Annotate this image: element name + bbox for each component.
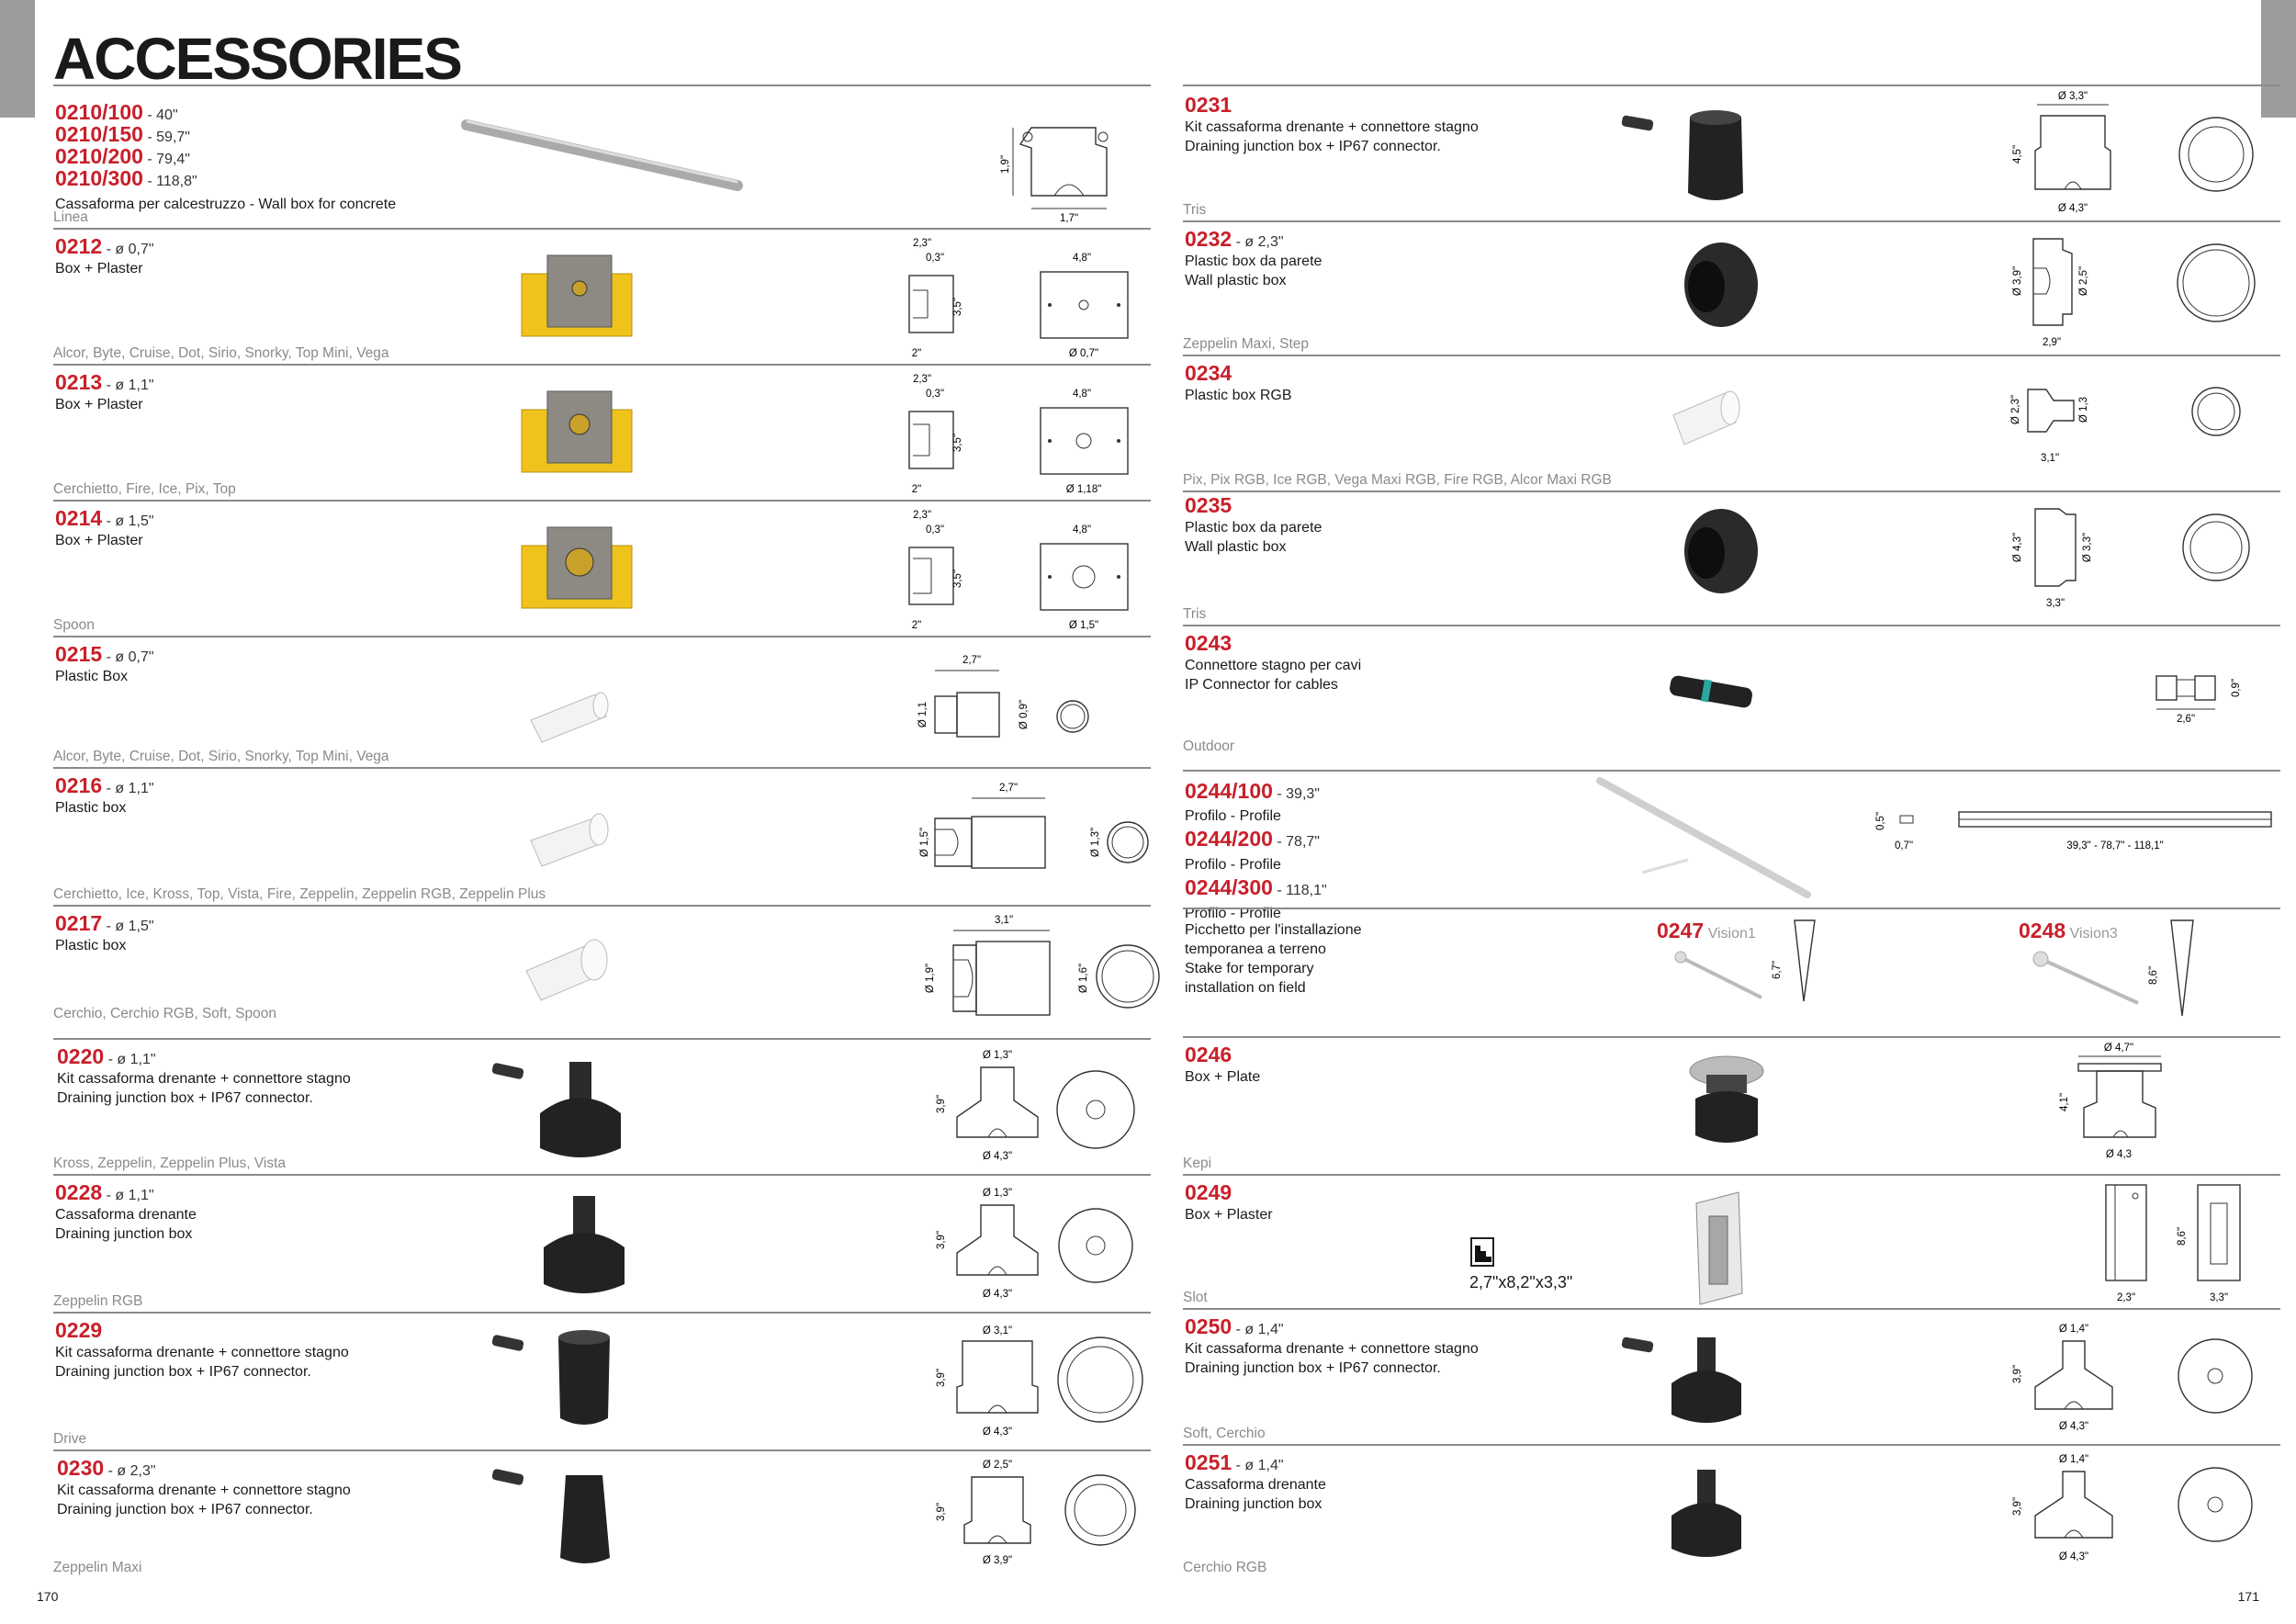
product-0251: 0251 - ø 1,4" Cassaforma drenante Draining junction box Cerchio RGB Ø 1,4" 3,9" Ø 4,3" [1183, 1444, 2280, 1578]
svg-text:Ø 1,3": Ø 1,3" [1090, 827, 1101, 858]
drain-drawing [880, 1040, 1155, 1173]
stake-photo [1670, 942, 1771, 1007]
svg-text:6,7": 6,7" [1772, 960, 1783, 980]
svg-text:Ø 4,3": Ø 4,3" [982, 1151, 1013, 1162]
product-0220: 0220 - ø 1,1" Kit cassaforma drenante + connettore stagno Draining junction box + IP67 connector. Kross, Zeppelin, Zeppelin Plus, Vista Ø 1,3" 3,9" Ø 4,3" [53, 1038, 1151, 1174]
product-description: Plastic box da parete [1185, 254, 1322, 269]
product-description: Kit cassaforma drenante + connettore stagno [1185, 1341, 1479, 1357]
svg-text:3,1": 3,1" [994, 915, 1014, 926]
svg-text:4,1": 4,1" [2059, 1092, 2070, 1112]
box-plaster-photo [1683, 1185, 1757, 1309]
box-plaster-photo [512, 520, 650, 621]
profile-photo [1587, 772, 1826, 909]
svg-text:0,7": 0,7" [1894, 840, 1914, 851]
compatible-models: Cerchietto, Fire, Ice, Pix, Top [53, 481, 236, 497]
drain-drawing [871, 1451, 1155, 1580]
svg-text:Ø 4,3": Ø 4,3" [2012, 532, 2023, 563]
svg-text:3,3": 3,3" [2209, 1292, 2229, 1303]
product-0243: 0243 Connettore stagno per cavi IP Connector for cables Outdoor 0,9" 2,6" [1183, 625, 2280, 757]
svg-text:Ø 1,1: Ø 1,1 [917, 701, 929, 728]
svg-text:Ø 1,4": Ø 1,4" [2058, 1454, 2089, 1465]
drain-drawing [880, 1176, 1155, 1314]
svg-text:Ø 1,5": Ø 1,5" [919, 827, 930, 858]
product-0213: 0213 - ø 1,1" Box + Plaster Cerchietto, Fire, Ice, Pix, Top 2,3" 0,3" 3,5" 2" 4,8" Ø 1,18" [53, 364, 1151, 500]
product-code: 0214 [55, 506, 103, 530]
compatible-models: Linea [53, 209, 88, 225]
compatible-models: Zeppelin RGB [53, 1293, 143, 1309]
svg-text:2,3": 2,3" [912, 510, 932, 521]
profile-drawing [1876, 808, 2280, 863]
product-0232: 0232 - ø 2,3" Plastic box da parete Wall plastic box Zeppelin Maxi, Step Ø 3,9" Ø 2,5" 2,9" [1183, 220, 2280, 355]
product-0229: 0229 Kit cassaforma drenante + connettore stagno Draining junction box + IP67 connector. Drive Ø 3,1" 3,9" Ø 4,3" [53, 1312, 1151, 1449]
svg-text:2,6": 2,6" [2176, 714, 2196, 725]
svg-text:Ø 2,5": Ø 2,5" [982, 1460, 1013, 1471]
page-number-left: 170 [37, 1589, 59, 1604]
product-description: Box + Plaster [1185, 1207, 1273, 1223]
box-plaster-drawing [898, 233, 1137, 362]
svg-text:4,5": 4,5" [2012, 144, 2023, 164]
drain-kit-photo [485, 1323, 659, 1442]
box-plaster-photo [512, 384, 650, 485]
product-description: Plastic Box [55, 669, 129, 684]
product-0235: 0235 Plastic box da parete Wall plastic box Tris Ø 4,3" Ø 3,3" 3,3" [1183, 491, 2280, 625]
product-description: Box + Plaster [55, 533, 143, 548]
compatible-models: Tris [1183, 202, 1207, 218]
product-0210 [53, 85, 1151, 228]
svg-text:2,7": 2,7" [998, 783, 1019, 794]
svg-text:Ø 4,3": Ø 4,3" [2058, 1551, 2089, 1562]
compatible-models: Zeppelin Maxi, Step [1183, 336, 1309, 352]
wall-box-drawing [2000, 226, 2276, 355]
product-code: 0234 [1185, 361, 1232, 385]
product-code: 0246 [1185, 1043, 1232, 1066]
compatible-models: Spoon [53, 617, 95, 633]
svg-text:Ø 1,6": Ø 1,6" [1078, 963, 1089, 994]
svg-text:2,3": 2,3" [912, 238, 932, 249]
compatible-models: Zeppelin Maxi [53, 1560, 142, 1575]
product-0230: 0230 - ø 2,3" Kit cassaforma drenante + connettore stagno Draining junction box + IP67 connector. Zeppelin Maxi Ø 2,5" 3,9" Ø 3,9" [53, 1449, 1151, 1578]
product-code: 0251 [1185, 1450, 1232, 1474]
profile-list: 0244/100 - 39,3" Profilo - Profile 0244/200 - 78,7" Profilo - Profile 0244/300 - 118,1" Profilo - Profile [1185, 779, 1327, 921]
stake-vision1: 0247 Vision1 [1657, 919, 1756, 942]
product-code: 0210/300 [55, 166, 143, 190]
svg-text:Ø 1,3": Ø 1,3" [982, 1188, 1013, 1199]
product-0231: 0231 Kit cassaforma drenante + connettore stagno Draining junction box + IP67 connector. Tris Ø 3,3" 4,5" Ø 4,3" [1183, 85, 2280, 220]
dimension-label: 1,9" [1000, 154, 1011, 175]
product-code: 0217 [55, 911, 103, 935]
svg-text:Ø 1,3": Ø 1,3" [982, 1050, 1013, 1061]
svg-text:2,3": 2,3" [912, 374, 932, 385]
chapter-tab-left [0, 0, 35, 118]
product-code: 0216 [55, 773, 103, 797]
stake-vision3: 0248 Vision3 [2019, 919, 2118, 942]
svg-text:4,8": 4,8" [1072, 389, 1092, 400]
product-description: Cassaforma drenante [55, 1207, 197, 1223]
product-0247-0248 [1183, 908, 2280, 1027]
svg-text:0,3": 0,3" [925, 253, 945, 264]
product-description: Cassaforma per calcestruzzo - Wall box for concrete [55, 197, 397, 212]
code-block: 0210/100 - 40" 0210/150 - 59,7" 0210/200 - 79,4" 0210/300 - 118,8" Cassaforma per calcestruzzo - Wall box for concrete [55, 100, 397, 212]
product-code: 0212 [55, 234, 103, 258]
svg-text:2": 2" [911, 348, 922, 359]
page-title: ACCESSORIES [53, 26, 461, 92]
svg-text:Ø 2,5": Ø 2,5" [2078, 265, 2089, 297]
product-description: Kit cassaforma drenante + connettore stagno [57, 1483, 351, 1498]
product-description: Plastic box [55, 938, 127, 953]
product-0215: 0215 - ø 0,7" Plastic Box Alcor, Byte, Cruise, Dot, Sirio, Snorky, Top Mini, Vega 2,7" Ø 1,1 Ø 0,9" [53, 636, 1151, 767]
compatible-models: Drive [53, 1431, 87, 1447]
product-code: 0215 [55, 642, 103, 666]
connector-drawing [2120, 654, 2280, 737]
product-0214: 0214 - ø 1,5" Box + Plaster Spoon 2,3" 0,3" 3,5" 2" 4,8" Ø 1,5" [53, 500, 1151, 636]
stake-drawing [2147, 915, 2202, 1025]
drain-drawing [2000, 1446, 2276, 1580]
product-0216: 0216 - ø 1,1" Plastic box Cerchietto, Ice, Kross, Top, Vista, Fire, Zeppelin, Zeppelin RGB, Zeppelin Plus 2,7" Ø 1,5" Ø 1,3" [53, 767, 1151, 905]
svg-text:Ø 3,3": Ø 3,3" [2057, 91, 2088, 102]
product-code: 0213 [55, 370, 103, 394]
product-code: 0210/200 [55, 144, 143, 168]
page-number-right: 171 [2237, 1589, 2259, 1604]
svg-text:8,6": 8,6" [2177, 1226, 2188, 1246]
wall-plastic-box-photo [1670, 233, 1780, 334]
plastic-box-drawing [880, 910, 1155, 1021]
product-code: 0244/300 [1185, 875, 1273, 899]
product-description: Kit cassaforma drenante + connettore stagno [55, 1345, 349, 1360]
svg-text:Ø 4,3": Ø 4,3" [2057, 203, 2088, 214]
product-description: Cassaforma drenante [1185, 1477, 1326, 1493]
svg-text:Ø 4,3": Ø 4,3" [982, 1289, 1013, 1300]
compatible-models: Alcor, Byte, Cruise, Dot, Sirio, Snorky, Top Mini, Vega [53, 345, 389, 361]
plastic-box-drawing [880, 778, 1155, 888]
plastic-box-photo [508, 923, 636, 1006]
size-icon [1469, 1236, 1497, 1269]
box-size: 2,7"x8,2"x3,3" [1469, 1273, 1573, 1291]
wall-plastic-box-photo [1670, 500, 1780, 601]
svg-text:Ø 1,9": Ø 1,9" [925, 963, 936, 994]
product-0228: 0228 - ø 1,1" Cassaforma drenante Draining junction box Zeppelin RGB Ø 1,3" 3,9" Ø 4,3" [53, 1174, 1151, 1312]
dimension-label: 1,7" [1059, 213, 1079, 224]
svg-text:Ø 1,3: Ø 1,3 [2078, 396, 2089, 423]
product-code: 0235 [1185, 493, 1232, 517]
svg-text:0,5": 0,5" [1875, 811, 1886, 831]
svg-text:Ø 4,3": Ø 4,3" [2058, 1421, 2089, 1432]
svg-text:4,8": 4,8" [1072, 253, 1092, 264]
svg-text:Ø 3,1": Ø 3,1" [982, 1325, 1013, 1336]
wall-box-drawing [1000, 109, 1132, 224]
svg-text:3,9": 3,9" [2012, 1364, 2023, 1384]
drain-photo [1660, 1459, 1780, 1569]
box-plaster-photo [512, 248, 650, 349]
product-description: Kit cassaforma drenante + connettore stagno [57, 1071, 351, 1087]
product-0212: 0212 - ø 0,7" Box + Plaster Alcor, Byte, Cruise, Dot, Sirio, Snorky, Top Mini, Vega 2,3" 0,3" 3,5" 2" 4,8" Ø 0,7" [53, 228, 1151, 364]
svg-text:4,8": 4,8" [1072, 524, 1092, 536]
product-code: 0228 [55, 1180, 103, 1204]
box-plaster-drawing [898, 369, 1137, 498]
compatible-models: Alcor, Byte, Cruise, Dot, Sirio, Snorky, Top Mini, Vega [53, 749, 389, 764]
svg-text:Ø 3,9": Ø 3,9" [2012, 265, 2023, 297]
svg-text:2,9": 2,9" [2042, 337, 2062, 348]
svg-text:0,9": 0,9" [2231, 678, 2242, 698]
svg-text:Ø 1,4": Ø 1,4" [2058, 1324, 2089, 1335]
product-description: Box + Plaster [55, 397, 143, 412]
plastic-box-photo [512, 796, 632, 870]
svg-text:3,9": 3,9" [936, 1230, 947, 1250]
svg-text:Ø 3,3": Ø 3,3" [2082, 532, 2093, 563]
product-0217: 0217 - ø 1,5" Plastic box Cerchio, Cerchio RGB, Soft, Spoon 3,1" Ø 1,9" Ø 1,6" [53, 905, 1151, 1024]
drain-kit-photo [1615, 101, 1771, 211]
product-code: 0210/150 [55, 122, 143, 146]
compatible-models: Pix, Pix RGB, Ice RGB, Vega Maxi RGB, Fire RGB, Alcor Maxi RGB [1183, 472, 1612, 488]
svg-text:3,3": 3,3" [2045, 598, 2065, 609]
svg-text:2": 2" [911, 484, 922, 495]
drain-drawing [2000, 86, 2276, 220]
product-code: 0243 [1185, 631, 1232, 655]
drain-drawing [871, 1314, 1155, 1451]
svg-text:3,9": 3,9" [936, 1502, 947, 1522]
product-code: 0230 [57, 1456, 105, 1480]
drain-photo [531, 1185, 659, 1304]
compatible-models: Kross, Zeppelin, Zeppelin Plus, Vista [53, 1156, 287, 1171]
product-code: 0210/100 [55, 100, 143, 124]
compatible-models: Cerchio RGB [1183, 1560, 1267, 1575]
plastic-box-drawing [2000, 360, 2276, 489]
compatible-models: Cerchio, Cerchio RGB, Soft, Spoon [53, 1006, 276, 1021]
product-0250: 0250 - ø 1,4" Kit cassaforma drenante + connettore stagno Draining junction box + IP67 connector. Soft, Cerchio Ø 1,4" 3,9" Ø 4,3" [1183, 1308, 2280, 1444]
svg-text:0,3": 0,3" [925, 524, 945, 536]
compatible-models: Outdoor [1183, 739, 1235, 754]
profile-photo [457, 114, 751, 197]
compatible-models: Cerchietto, Ice, Kross, Top, Vista, Fire, Zeppelin, Zeppelin RGB, Zeppelin Plus [53, 886, 546, 902]
box-plaster-drawing [898, 505, 1137, 634]
svg-text:Ø 0,9": Ø 0,9" [1019, 699, 1030, 730]
product-description: Plastic box RGB [1185, 388, 1292, 403]
stake-description: Picchetto per l'installazione temporanea a terreno Stake for temporary installation on field [1185, 922, 1362, 996]
compatible-models: Slot [1183, 1290, 1208, 1305]
product-0244 [1183, 770, 2280, 921]
svg-text:2,3": 2,3" [2116, 1292, 2136, 1303]
product-description: Plastic box da parete [1185, 520, 1322, 536]
compatible-models: Tris [1183, 606, 1207, 622]
product-0234 [1183, 355, 2280, 491]
product-code: 0244/200 [1185, 827, 1273, 851]
svg-text:3,9": 3,9" [936, 1094, 947, 1114]
product-code: 0220 [57, 1044, 105, 1068]
drain-kit-photo [485, 1049, 659, 1168]
product-code: 0229 [55, 1318, 103, 1342]
product-0249 [1183, 1174, 2280, 1308]
product-description: Connettore stagno per cavi [1185, 658, 1362, 673]
drain-kit-photo [1615, 1325, 1780, 1435]
drain-drawing [2000, 1310, 2276, 1446]
product-code: 0249 [1185, 1180, 1232, 1204]
svg-text:Ø 1,18": Ø 1,18" [1065, 484, 1102, 495]
product-description: Box + Plaster [55, 261, 143, 276]
svg-text:3,9": 3,9" [2012, 1496, 2023, 1517]
svg-text:Ø 4,3": Ø 4,3" [982, 1427, 1013, 1438]
svg-text:3,5": 3,5" [952, 297, 963, 317]
product-description: Plastic box [55, 800, 127, 816]
box-plate-drawing [2042, 1038, 2280, 1176]
svg-text:3,5": 3,5" [952, 433, 963, 453]
svg-text:2": 2" [911, 620, 922, 631]
svg-text:3,9": 3,9" [936, 1368, 947, 1388]
svg-text:39,3" - 78,7" - 118,1": 39,3" - 78,7" - 118,1" [2066, 840, 2164, 851]
product-code: 0244/100 [1185, 779, 1273, 803]
product-description: Box + Plate [1185, 1069, 1261, 1085]
plastic-box-drawing [880, 650, 1155, 761]
svg-text:3,1": 3,1" [2040, 453, 2060, 464]
svg-text:Ø 4,7": Ø 4,7" [2103, 1043, 2134, 1054]
product-code: 0247 [1657, 919, 1705, 942]
product-0246 [1183, 1036, 2280, 1174]
svg-text:3,5": 3,5" [952, 569, 963, 589]
svg-text:0,3": 0,3" [925, 389, 945, 400]
ip-connector-photo [1660, 667, 1771, 722]
svg-text:8,6": 8,6" [2148, 965, 2159, 986]
svg-text:Ø 2,3": Ø 2,3" [2010, 394, 2021, 425]
product-code: 0248 [2019, 919, 2066, 942]
product-code: 0232 [1185, 227, 1232, 251]
drain-kit-photo [485, 1457, 659, 1576]
svg-text:Ø 3,9": Ø 3,9" [982, 1555, 1013, 1566]
wall-box-drawing [2000, 492, 2276, 621]
plastic-box-photo [512, 674, 632, 748]
svg-text:Ø 4,3: Ø 4,3 [2105, 1149, 2133, 1160]
svg-text:2,7": 2,7" [962, 655, 982, 666]
plastic-box-rgb-photo [1660, 375, 1771, 457]
svg-text:Ø 1,5": Ø 1,5" [1068, 620, 1099, 631]
product-code: 0250 [1185, 1314, 1232, 1338]
svg-text:Ø 0,7": Ø 0,7" [1068, 348, 1099, 359]
compatible-models: Kepi [1183, 1156, 1212, 1171]
box-plaster-drawing [2078, 1176, 2280, 1310]
product-code: 0231 [1185, 93, 1232, 117]
compatible-models: Soft, Cerchio [1183, 1426, 1266, 1441]
box-plate-photo [1679, 1047, 1780, 1157]
product-description: Kit cassaforma drenante + connettore stagno [1185, 119, 1479, 135]
stake-photo [2028, 942, 2147, 1016]
stake-drawing [1771, 915, 1826, 1016]
